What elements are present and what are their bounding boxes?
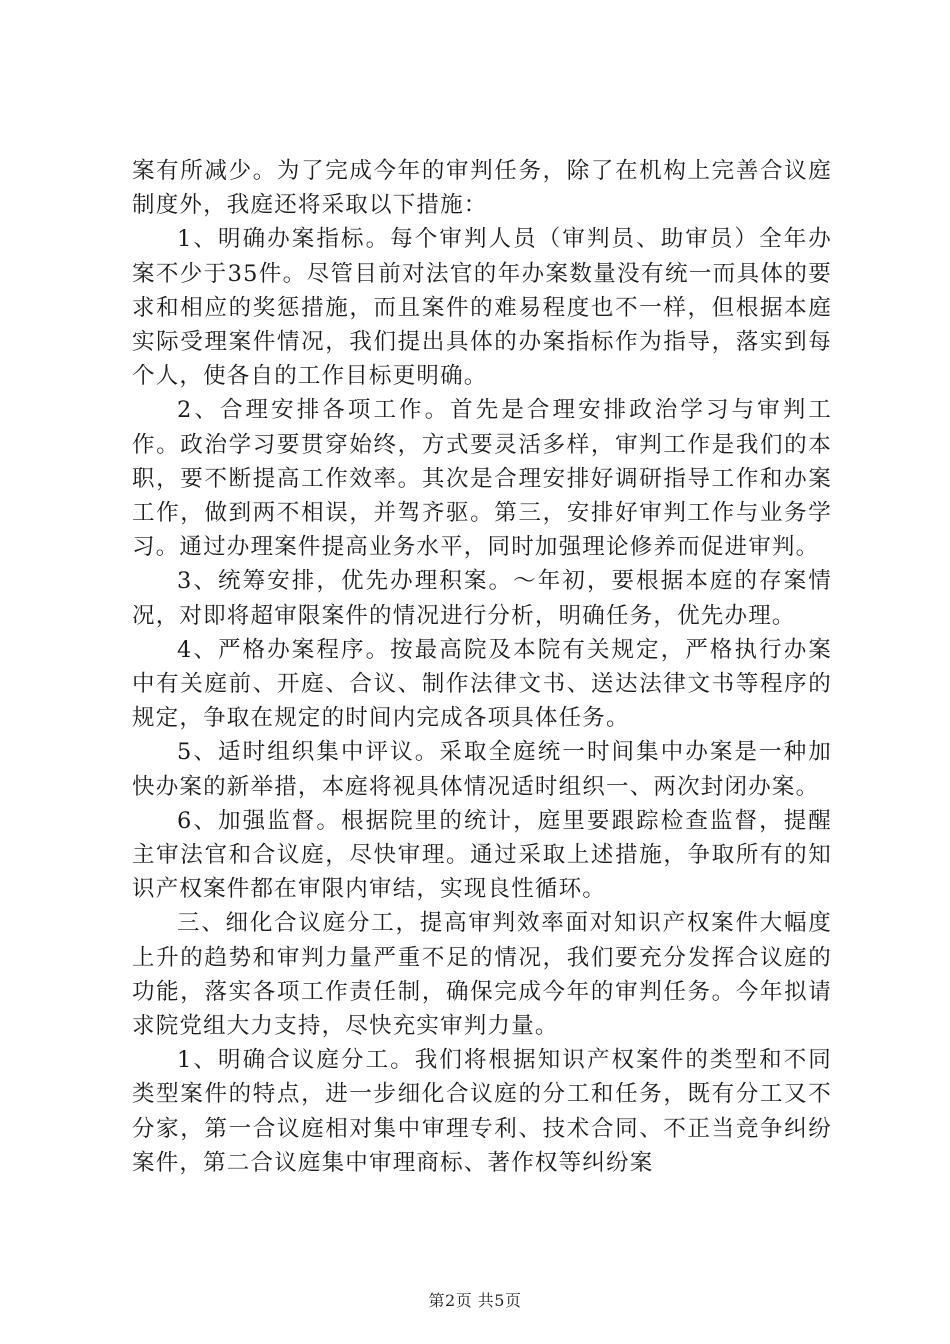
paragraph-item-4-procedure: 4、严格办案程序。按最高院及本院有关规定，严格执行办案中有关庭前、开庭、合议、制作法律文书、送达法律文书等程序的规定，争取在规定的时间内完成各项具体任务。 [132, 636, 832, 732]
page-number-footer: 第2页 共5页 [428, 1291, 522, 1310]
paragraph-section-3-heading: 三、细化合议庭分工，提高审判效率面对知识产权案件大幅度上升的趋势和审判力量严重不足的情况，我们要充分发挥合议庭的功能，落实各项工作责任制，确保完成今年的审判任务。今年拟请求院党组大力支持，尽快充实审判力量。 [132, 910, 832, 1040]
paragraph-section-3-item-1: 1、明确合议庭分工。我们将根据知识产权案件的类型和不同类型案件的特点，进一步细化合议庭的分工和任务，既有分工又不分家，第一合议庭相对集中审理专利、技术合同、不正当竞争纠纷案件，第二合议庭集中审理商标、著作权等纠纷案 [132, 1047, 832, 1176]
paragraph-item-6-supervision: 6、加强监督。根据院里的统计，庭里要跟踪检查监督，提醒主审法官和合议庭，尽快审理。通过采取上述措施，争取所有的知识产权案件都在审限内审结，实现良性循环。 [132, 807, 832, 903]
paragraph-item-5-review: 5、适时组织集中评议。采取全庭统一时间集中办案是一种加快办案的新举措，本庭将视具体情况适时组织一、两次封闭办案。 [132, 739, 832, 800]
paragraph-item-1-targets: 1、明确办案指标。每个审判人员（审判员、助审员）全年办案不少于35件。尽管目前对法官的年办案数量没有统一而具体的要求和相应的奖惩措施，而且案件的难易程度也不一样，但根据本庭实际受理案件情况，我们提出具体的办案指标作为指导，落实到每个人，使各自的工作目标更明确。 [132, 226, 832, 390]
document-body [132, 154, 832, 1180]
paragraph-continuation: 案有所减少。为了完成今年的审判任务，除了在机构上完善合议庭制度外，我庭还将采取以下措施： [132, 158, 832, 219]
paragraph-item-3-backlog: 3、统筹安排，优先办理积案。～年初，要根据本庭的存案情况，对即将超审限案件的情况进行分析，明确任务，优先办理。 [132, 568, 832, 629]
paragraph-item-2-arrange-work: 2、合理安排各项工作。首先是合理安排政治学习与审判工作。政治学习要贯穿始终，方式要灵活多样，审判工作是我们的本职，要不断提高工作效率。其次是合理安排好调研指导工作和办案工作，做到两不相误，并驾齐驱。第三，安排好审判工作与业务学习。通过办理案件提高业务水平，同时加强理论修养而促进审判。 [132, 397, 832, 561]
